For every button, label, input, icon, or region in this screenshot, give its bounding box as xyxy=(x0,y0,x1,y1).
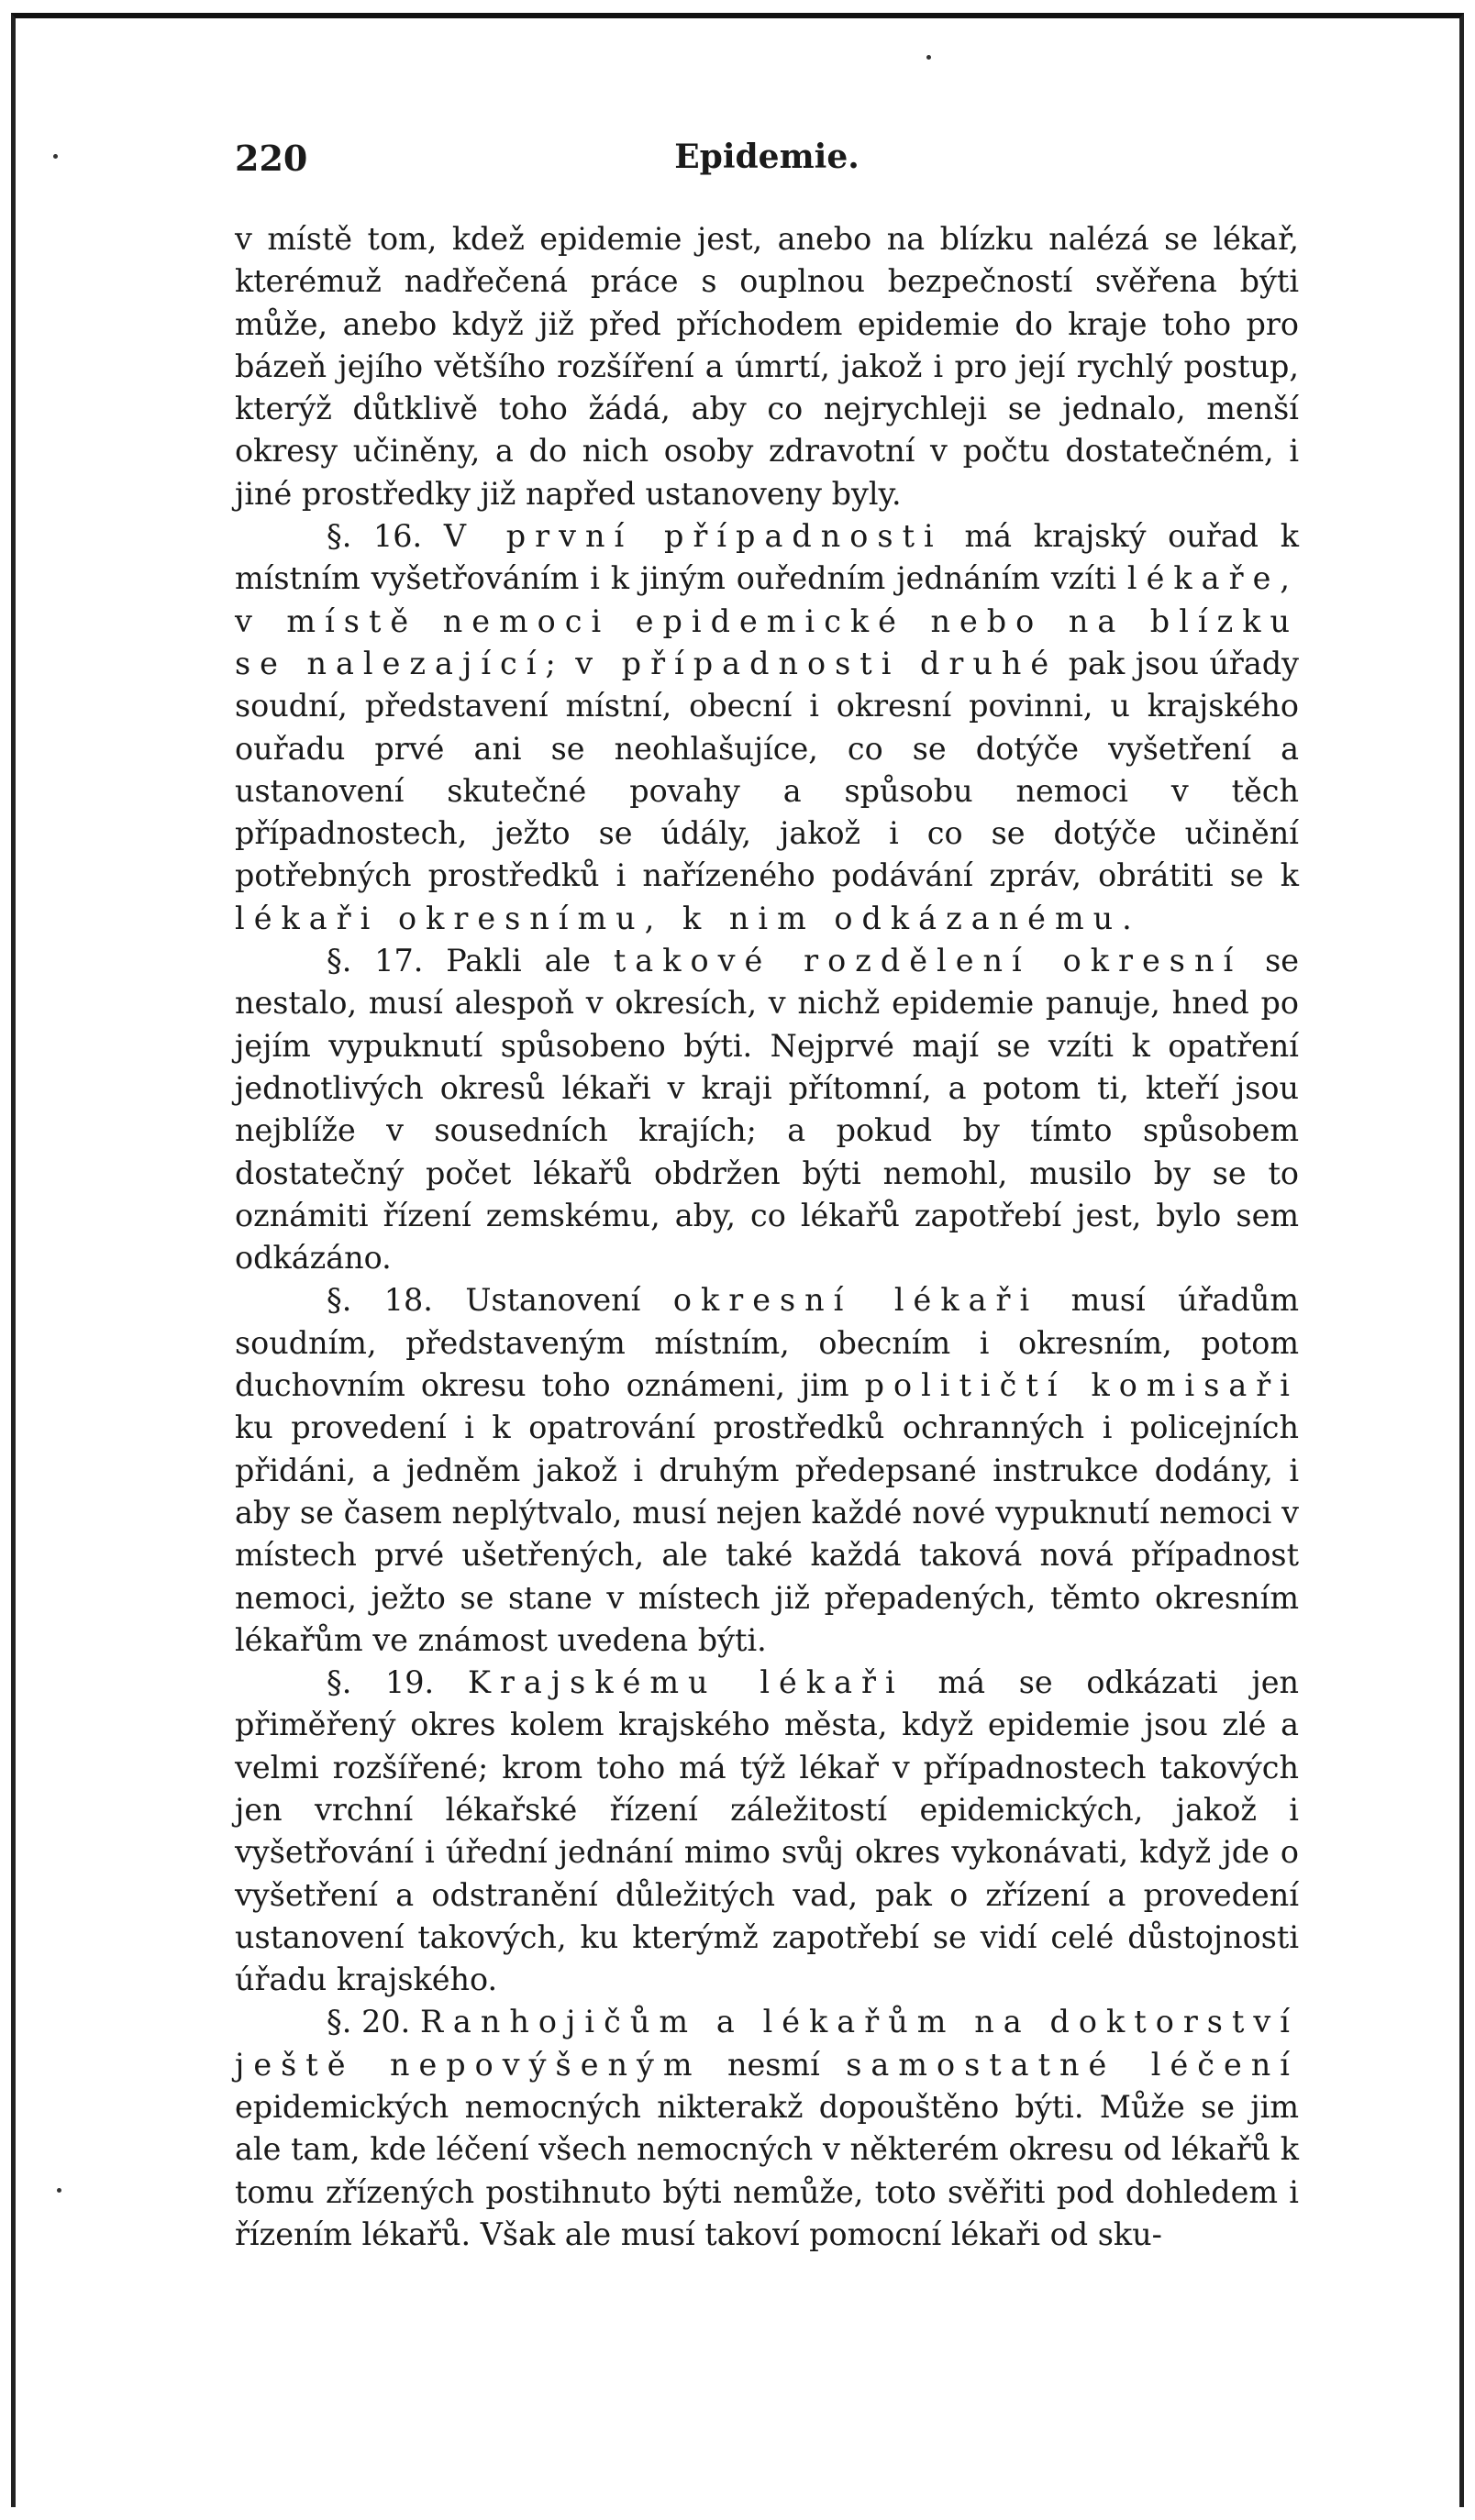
scan-speck xyxy=(926,55,931,60)
paragraph-section-19 xyxy=(235,1662,1299,2001)
paragraph-text: má krajský ouřad k místním vyšetřováním i k jiným ouředním jednáním vzíti xyxy=(235,518,1299,597)
section-number: §. 17. xyxy=(327,943,424,979)
emphasis-text: V první případnosti xyxy=(443,518,943,555)
page-header xyxy=(235,138,1299,193)
section-number: §. 20. xyxy=(327,2004,411,2040)
emphasis-text: samostatné léčení xyxy=(846,2046,1299,2083)
emphasis-text: okresní lékaři xyxy=(672,1282,1039,1319)
section-number: §. 19. xyxy=(327,1664,435,1701)
paragraph-text: má se odkázati jen přiměřený okres kolem krajského města, když epidemie jsou zlé a velmi rozšířené; krom toho má týž lékař v případnostech takových jen vrchní lékařské řízení záležitostí epidemických, jakož i vyšetřování i úřední jednání mimo svůj okres vykonávati, když jde o vyšetření a odstranění důležitých vad, pak o zřízení a provedení ustanovení takových, ku kterýmž zapotřebí se vidí celé důstojnosti úřadu krajského. xyxy=(235,1664,1300,1998)
emphasis-text: v případnosti druhé xyxy=(575,645,1059,681)
paragraph-section-16 xyxy=(235,515,1299,940)
paragraph-intro xyxy=(235,218,1299,515)
emphasis-text: Ranhojičům a lékařům na doktorství ještě nepovýšeným xyxy=(235,2004,1299,2083)
section-number: §. 18. xyxy=(327,1282,433,1319)
running-head: Epidemie. xyxy=(674,138,859,176)
body-text xyxy=(235,218,1299,2256)
scan-speck xyxy=(57,2188,61,2193)
paragraph-text: pak jsou úřady soudní, představení místní, obecní i okresní povinni, u krajského ouřadu prvé ani se neohlašujíce, co se dotýče vyšetření a ustanovení skutečné povahy a spůsobu nemoci v těch případnostech, ježto se údály, jakož i co se dotýče učinění potřebných prostředků i nařízeného podávání zpráv, obrátiti se k xyxy=(235,645,1299,894)
scan-speck xyxy=(53,154,58,159)
paragraph-text: musí úřadům soudním, představeným místním, obecním i okresním, potom duchovním okresu toho oznámeni, jim xyxy=(235,1282,1300,1404)
emphasis-text: lékaři okresnímu, k nim odkázanému. xyxy=(235,900,1141,936)
section-number: §. 16. xyxy=(327,518,423,555)
page-number: 220 xyxy=(235,138,308,179)
paragraph-text: epidemických nemocných nikterakž dopouštěno býti. Může se jim ale tam, kde léčení všech nemocných v některém okresu od lékařů k tomu zřízených postihnuto býti nemůže, toto svěřiti pod dohledem i řízením lékařů. Však ale musí takoví pomocní lékaři od sku- xyxy=(235,2089,1299,2252)
paragraph-section-17 xyxy=(235,940,1299,1279)
paragraph-text: se nestalo, musí alespoň v okresích, v nichž epidemie panuje, hned po jejím vypuknutí spůsobeno býti. Nejprvé mají se vzíti k opatření jednotlivých okresů lékaři v kraji přítomní, a potom ti, kteří jsou nejblíže v sousedních krajích; a pokud by tímto spůsobem dostatečný počet lékařů obdržen býti nemohl, musilo by se to oznámiti řízení zemskému, aby, co lékařů zapotřebí jest, bylo sem odkázáno. xyxy=(235,943,1300,1277)
paragraph-text: Pakli ale xyxy=(446,943,591,979)
paragraph-text: ku provedení i k opatrování prostředků ochranných i policejních přidáni, a jedněm jakož i druhým předepsané instrukce dodány, i aby se časem neplýtvalo, musí nejen každé nové vypuknutí nemoci v místech prvé ušetřených, ale také každá taková nová případnost nemoci, ježto se stane v místech již přepadených, těmto okresním lékařům ve známost uvedena býti. xyxy=(235,1409,1299,1658)
emphasis-text: takové rozdělení okresní xyxy=(613,943,1243,979)
paragraph-text: nesmí xyxy=(727,2046,820,2083)
emphasis-text: lékaře, v místě nemoci epidemické nebo na blízku se nalezající; xyxy=(235,560,1299,681)
emphasis-text: političtí komisaři xyxy=(864,1367,1299,1404)
paragraph-section-18 xyxy=(235,1279,1299,1662)
emphasis-text: Krajskému lékaři xyxy=(467,1664,904,1701)
paragraph-text: Ustanovení xyxy=(465,1282,641,1319)
paragraph-section-20 xyxy=(235,2001,1299,2256)
intro-text: v místě tom, kdež epidemie jest, anebo na blízku nalézá se lékař, kterémuž nadřečená práce s ouplnou bezpečností svěřena býti může, anebo když již před příchodem epidemie do kraje toho pro bázeň jejího většího rozšíření a úmrtí, jakož i pro její rychlý postup, kterýž důtklivě toho žádá, aby co nejrychleji se jednalo, menší okresy učiněny, a do nich osoby zdravotní v počtu dostatečném, i jiné prostředky již napřed ustanoveny byly. xyxy=(235,221,1299,512)
